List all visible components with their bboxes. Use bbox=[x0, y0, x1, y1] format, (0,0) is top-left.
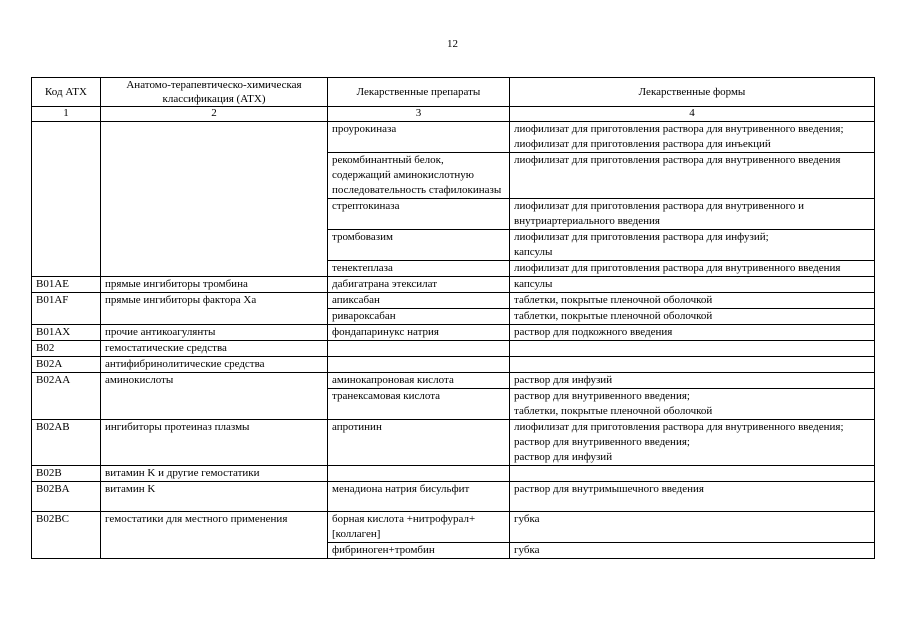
table-row bbox=[32, 357, 875, 373]
column-number: 1 bbox=[32, 107, 101, 122]
atx-code bbox=[32, 261, 101, 277]
dosage-forms: таблетки, покрытые пленочной оболочкой bbox=[510, 309, 875, 325]
dosage-forms: губка bbox=[510, 543, 875, 559]
drug-name: дабигатрана этексилат bbox=[328, 277, 510, 293]
atx-class bbox=[101, 309, 328, 325]
table-row bbox=[32, 153, 875, 199]
dosage-forms: раствор для подкожного введения bbox=[510, 325, 875, 341]
table-row bbox=[32, 373, 875, 389]
drug-name: фондапаринукс натрия bbox=[328, 325, 510, 341]
dosage-forms: раствор для внутримышечного введения bbox=[510, 482, 875, 512]
atx-code: B02AA bbox=[32, 373, 101, 389]
drug-name: проурокиназа bbox=[328, 122, 510, 153]
atx-class bbox=[101, 261, 328, 277]
drug-name bbox=[328, 466, 510, 482]
drug-name: стрептокиназа bbox=[328, 199, 510, 230]
header-dosage-forms: Лекарственные формы bbox=[510, 78, 875, 107]
table-row bbox=[32, 512, 875, 543]
dosage-forms: лиофилизат для приготовления раствора для внутривенного введения bbox=[510, 261, 875, 277]
dosage-forms: лиофилизат для приготовления раствора для внутривенного введения bbox=[510, 153, 875, 199]
atx-code bbox=[32, 122, 101, 153]
table-row bbox=[32, 122, 875, 153]
dosage-forms: лиофилизат для приготовления раствора для внутривенного введения; раствор для внутривенного введения; раствор для инфузий bbox=[510, 420, 875, 466]
dosage-forms: раствор для инфузий bbox=[510, 373, 875, 389]
drug-name bbox=[328, 357, 510, 373]
drug-name: апиксабан bbox=[328, 293, 510, 309]
atx-class: прочие антикоагулянты bbox=[101, 325, 328, 341]
atx-code bbox=[32, 389, 101, 420]
header-drugs: Лекарственные препараты bbox=[328, 78, 510, 107]
atx-drug-table bbox=[31, 77, 875, 559]
atx-code: B02BA bbox=[32, 482, 101, 512]
atx-code: B02B bbox=[32, 466, 101, 482]
atx-code: B02BC bbox=[32, 512, 101, 543]
atx-code: B02A bbox=[32, 357, 101, 373]
atx-class bbox=[101, 389, 328, 420]
atx-class bbox=[101, 199, 328, 230]
atx-class: прямые ингибиторы тромбина bbox=[101, 277, 328, 293]
atx-class bbox=[101, 122, 328, 153]
atx-class bbox=[101, 543, 328, 559]
drug-name: ривароксабан bbox=[328, 309, 510, 325]
dosage-forms: губка bbox=[510, 512, 875, 543]
atx-code bbox=[32, 543, 101, 559]
drug-name: транексамовая кислота bbox=[328, 389, 510, 420]
column-number: 4 bbox=[510, 107, 875, 122]
table-row bbox=[32, 199, 875, 230]
drug-name: тенектеплаза bbox=[328, 261, 510, 277]
table-row bbox=[32, 389, 875, 420]
atx-class: витамин K и другие гемостатики bbox=[101, 466, 328, 482]
table-row bbox=[32, 482, 875, 512]
dosage-forms: таблетки, покрытые пленочной оболочкой bbox=[510, 293, 875, 309]
atx-class bbox=[101, 230, 328, 261]
drug-name: рекомбинантный белок, содержащий аминокислотную последовательность стафилокиназы bbox=[328, 153, 510, 199]
atx-code: B02AB bbox=[32, 420, 101, 466]
drug-name: апротинин bbox=[328, 420, 510, 466]
column-number-row bbox=[32, 107, 875, 122]
table-row bbox=[32, 543, 875, 559]
page-number: 12 bbox=[447, 38, 458, 50]
drug-name bbox=[328, 341, 510, 357]
atx-code bbox=[32, 153, 101, 199]
dosage-forms: раствор для внутривенного введения; таблетки, покрытые пленочной оболочкой bbox=[510, 389, 875, 420]
table-row bbox=[32, 325, 875, 341]
table-row bbox=[32, 466, 875, 482]
atx-class: прямые ингибиторы фактора Xa bbox=[101, 293, 328, 309]
atx-class: гемостатические средства bbox=[101, 341, 328, 357]
header-atx-classification: Анатомо-терапевтическо-химическая классификация (АТХ) bbox=[101, 78, 328, 107]
dosage-forms bbox=[510, 466, 875, 482]
atx-class: антифибринолитические средства bbox=[101, 357, 328, 373]
table-row bbox=[32, 293, 875, 309]
drug-name: фибриноген+тромбин bbox=[328, 543, 510, 559]
atx-code: B02 bbox=[32, 341, 101, 357]
table-header-row bbox=[32, 78, 875, 107]
drug-name: тромбовазим bbox=[328, 230, 510, 261]
atx-code: B01AE bbox=[32, 277, 101, 293]
table-row bbox=[32, 277, 875, 293]
table-row bbox=[32, 420, 875, 466]
atx-code bbox=[32, 199, 101, 230]
table-row bbox=[32, 341, 875, 357]
header-atx-code: Код АТХ bbox=[32, 78, 101, 107]
column-number: 2 bbox=[101, 107, 328, 122]
atx-code: B01AX bbox=[32, 325, 101, 341]
dosage-forms: лиофилизат для приготовления раствора для внутривенного введения; лиофилизат для приготовления раствора для инъекций bbox=[510, 122, 875, 153]
dosage-forms: лиофилизат для приготовления раствора для внутривенного и внутриартериального введения bbox=[510, 199, 875, 230]
dosage-forms bbox=[510, 357, 875, 373]
drug-name: аминокапроновая кислота bbox=[328, 373, 510, 389]
column-number: 3 bbox=[328, 107, 510, 122]
drug-name: менадиона натрия бисульфит bbox=[328, 482, 510, 512]
dosage-forms: капсулы bbox=[510, 277, 875, 293]
atx-class: ингибиторы протеиназ плазмы bbox=[101, 420, 328, 466]
table-row bbox=[32, 230, 875, 261]
atx-code bbox=[32, 309, 101, 325]
drug-name: борная кислота +нитрофурал+[коллаген] bbox=[328, 512, 510, 543]
atx-code bbox=[32, 230, 101, 261]
atx-class: витамин K bbox=[101, 482, 328, 512]
dosage-forms: лиофилизат для приготовления раствора для инфузий; капсулы bbox=[510, 230, 875, 261]
atx-class bbox=[101, 153, 328, 199]
dosage-forms bbox=[510, 341, 875, 357]
atx-class: гемостатики для местного применения bbox=[101, 512, 328, 543]
table-row bbox=[32, 309, 875, 325]
atx-class: аминокислоты bbox=[101, 373, 328, 389]
table-row bbox=[32, 261, 875, 277]
atx-code: B01AF bbox=[32, 293, 101, 309]
